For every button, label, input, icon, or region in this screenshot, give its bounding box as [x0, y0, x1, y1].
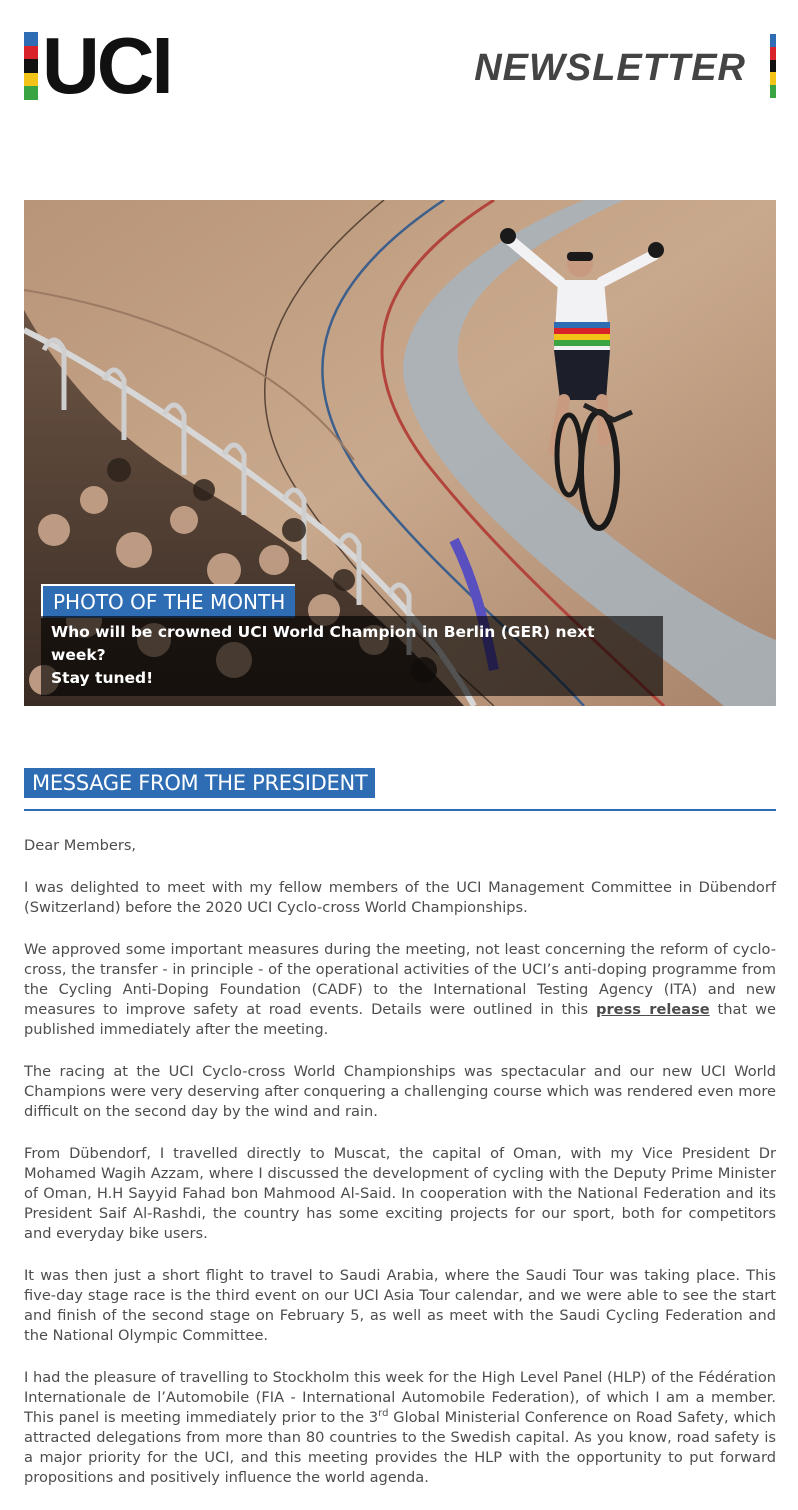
photo-caption-line-2: Stay tuned! [51, 669, 154, 687]
paragraph-3: The racing at the UCI Cyclo-cross World Championships was spectacular and our new UCI World Champions were very deserving after conquering a challenging course which was rendered even more difficult on the second day by the wind and rain. [24, 1063, 776, 1120]
section-divider [24, 809, 776, 811]
press-release-link[interactable]: press release [596, 1001, 710, 1018]
paragraph-2-text-end: that we published immediately after the meeting. [24, 1001, 776, 1038]
paragraph-6 [24, 1368, 776, 1488]
logo-text: UCI [42, 21, 171, 110]
paragraph-1: I was delighted to meet with my fellow members of the UCI Management Committee in Dübendorf (Switzerland) before the 2020 UCI Cyclo-cross World Championships. [24, 879, 776, 916]
paragraph-2 [24, 940, 776, 1040]
paragraph-6-text: I had the pleasure of travelling to Stockholm this week for the High Level Panel (HLP) of the Fédération Internationale de l’Automobile (FIA - International Automobile Federation), of which I am a member. This panel is meeting immediately prior to the 3 [24, 1369, 776, 1426]
president-message [24, 836, 776, 1510]
paragraph-6-text-end: Global Ministerial Conference on Road Safety, which attracted delegations from more than 80 countries to the Swedish capital. As you know, road safety is a major priority for the UCI, and this meeting provides the HLP with the opportunity to put forward propositions and positively influence the world agenda. [24, 1409, 776, 1486]
rainbow-stripes-icon [24, 32, 38, 100]
section-title: MESSAGE FROM THE PRESIDENT [24, 768, 375, 798]
paragraph-5: It was then just a short flight to travel to Saudi Arabia, where the Saudi Tour was taking place. This five-day stage race is the third event on our UCI Asia Tour calendar, and we were able to see the start and finish of the second stage on February 5, as well as meet with the Saudi Cycling Federation and the National Olympic Committee. [24, 1267, 776, 1344]
paragraph-4: From Dübendorf, I travelled directly to Muscat, the capital of Oman, with my Vice President Dr Mohamed Wagih Azzam, where I discussed the development of cycling with the Deputy Prime Minister of Oman, H.H Sayyid Fahad bon Mahmood Al-Said. In cooperation with the National Federation and its President Saif Al-Rashdi, the country has some exciting projects for our sport, both for competitors and everyday bike users. [24, 1145, 776, 1242]
newsletter-header [0, 0, 798, 120]
photo-of-the-month-badge: PHOTO OF THE MONTH [41, 584, 295, 618]
uci-logo[interactable] [24, 21, 171, 110]
rainbow-stripes-icon [770, 34, 776, 98]
newsletter-title: NEWSLETTER [474, 47, 746, 89]
photo-caption [41, 616, 663, 696]
photo-caption-line-1: Who will be crowned UCI World Champion in Berlin (GER) next week? [51, 623, 595, 664]
paragraph-2-text: We approved some important measures during the meeting, not least concerning the reform of cyclo-cross, the transfer - in principle - of the operational activities of the UCI’s anti-doping programme from the Cycling Anti-Doping Foundation (CADF) to the International Testing Agency (ITA) and new measures to improve safety at road events. Details were outlined in this [24, 941, 776, 1018]
photo-of-the-month[interactable] [24, 200, 776, 706]
ordinal-suffix: rd [378, 1408, 389, 1420]
greeting: Dear Members, [24, 837, 137, 854]
